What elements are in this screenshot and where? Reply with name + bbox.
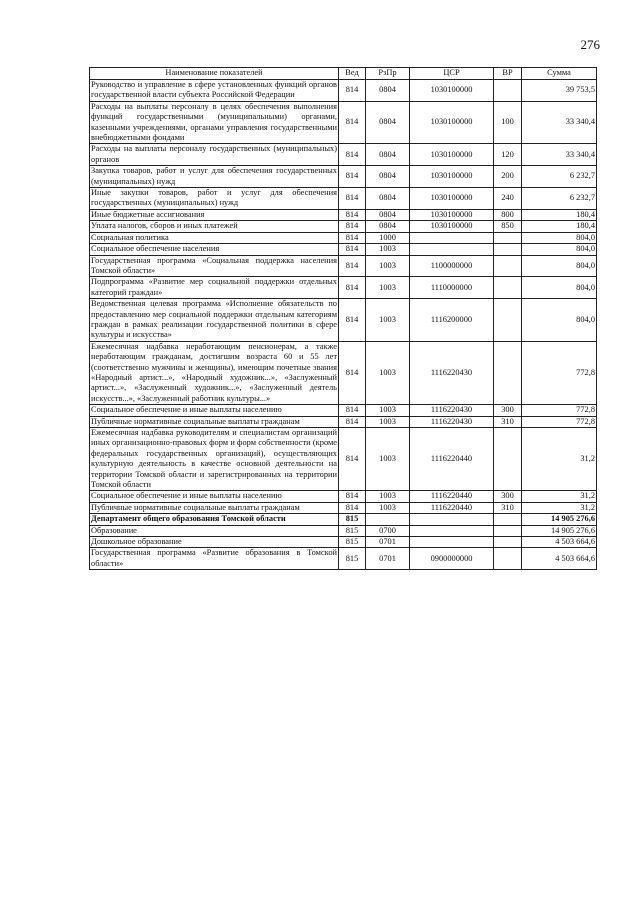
cell-vr xyxy=(494,525,522,536)
cell-rzpr: 1003 xyxy=(366,428,410,491)
cell-sum: 804,0 xyxy=(522,232,597,243)
table-row xyxy=(90,428,597,491)
cell-ved: 814 xyxy=(339,341,366,404)
cell-name: Руководство и управление в сфере установленных функций органов государственной власти субъекта Российской Федерации xyxy=(91,80,337,100)
cell-name: Социальное обеспечение населения xyxy=(90,244,339,255)
cell-vr xyxy=(494,548,522,570)
cell-name: Уплата налогов, сборов и иных платежей xyxy=(90,221,339,232)
table-row xyxy=(90,341,597,404)
cell-vr xyxy=(494,277,522,299)
cell-ved: 814 xyxy=(339,428,366,491)
cell-ved: 814 xyxy=(339,232,366,243)
cell-csr: 1116220430 xyxy=(410,416,494,427)
cell-rzpr: 1003 xyxy=(366,341,410,404)
table-row xyxy=(90,502,597,513)
header-name: Наименование показателей xyxy=(90,68,339,80)
header-sum: Сумма xyxy=(522,68,597,80)
cell-vr xyxy=(494,244,522,255)
page-number: 276 xyxy=(580,37,600,52)
table-row xyxy=(90,405,597,416)
cell-csr: 1100000000 xyxy=(410,255,494,277)
cell-rzpr: 0804 xyxy=(366,188,410,210)
cell-name: Государственная программа «Социальная поддержка населения Томской области» xyxy=(91,255,337,275)
cell-csr: 1030100000 xyxy=(410,221,494,232)
cell-sum: 33 340,4 xyxy=(522,101,597,144)
cell-name: Социальное обеспечение и иные выплаты населению xyxy=(90,491,339,502)
cell-vr: 200 xyxy=(494,166,522,188)
cell-csr: 1030100000 xyxy=(410,144,494,166)
cell-vr: 300 xyxy=(494,405,522,416)
table-row xyxy=(90,101,597,144)
cell-ved: 814 xyxy=(339,244,366,255)
cell-ved: 814 xyxy=(339,416,366,427)
header-vr: ВР xyxy=(494,68,522,80)
table-row xyxy=(90,416,597,427)
cell-vr: 310 xyxy=(494,502,522,513)
cell-ved: 814 xyxy=(339,209,366,220)
table-row xyxy=(90,299,597,342)
cell-rzpr: 1003 xyxy=(366,491,410,502)
cell-vr xyxy=(494,80,522,102)
cell-sum: 772,8 xyxy=(522,341,597,404)
cell-ved: 814 xyxy=(339,144,366,166)
cell-csr: 0900000000 xyxy=(410,548,494,570)
table-row xyxy=(90,166,597,188)
cell-sum: 31,2 xyxy=(522,491,597,502)
table-row xyxy=(90,548,597,570)
table-body xyxy=(90,80,597,570)
cell-name: Подпрограмма «Развитие мер социальной поддержки отдельных категорий граждан» xyxy=(91,277,337,297)
cell-rzpr: 1003 xyxy=(366,502,410,513)
cell-rzpr: 1003 xyxy=(366,255,410,277)
cell-name: Расходы на выплаты персоналу в целях обеспечения выполнения функций государственными (муниципальными) органами, казенными учреждениями, органами управления государственными внебюджетными фондами xyxy=(91,101,337,143)
cell-ved: 814 xyxy=(339,166,366,188)
cell-sum: 180,4 xyxy=(522,209,597,220)
cell-sum: 39 753,5 xyxy=(522,80,597,102)
cell-sum: 180,4 xyxy=(522,221,597,232)
cell-rzpr: 1003 xyxy=(366,405,410,416)
table-row xyxy=(90,80,597,102)
cell-name: Иные закупки товаров, работ и услуг для обеспечения государственных (муниципальных) нужд xyxy=(91,188,337,208)
cell-ved: 814 xyxy=(339,491,366,502)
cell-csr xyxy=(410,537,494,548)
cell-vr: 310 xyxy=(494,416,522,427)
cell-vr: 800 xyxy=(494,209,522,220)
cell-csr: 1116220440 xyxy=(410,502,494,513)
cell-ved: 814 xyxy=(339,299,366,342)
table-header-row xyxy=(90,68,597,80)
budget-table xyxy=(89,67,597,570)
cell-vr: 100 xyxy=(494,101,522,144)
cell-csr: 1030100000 xyxy=(410,209,494,220)
cell-sum: 772,8 xyxy=(522,416,597,427)
cell-sum: 4 503 664,6 xyxy=(522,537,597,548)
cell-name: Ежемесячная надбавка неработающим пенсионерам, а также неработающим гражданам, достигшим возраста 60 и 55 лет (соответственно мужчины и женщины), имеющим почетные звания «Народный артист...», «Народный художник...», «Заслуженный артист...», «Заслуженный художник...», «Заслуженный деятель искусств...», «Заслуженный работник культуры...» xyxy=(91,341,337,403)
cell-name: Ведомственная целевая программа «Исполнение обязательств по предоставлению мер социальной поддержки отдельным категориям граждан в рамках реализации государственной политики в сфере культуры и искусства» xyxy=(91,299,337,340)
cell-ved: 814 xyxy=(339,277,366,299)
cell-name: Дошкольное образование xyxy=(90,537,339,548)
cell-csr: 1110000000 xyxy=(410,277,494,299)
cell-ved: 815 xyxy=(339,525,366,536)
cell-sum: 804,0 xyxy=(522,244,597,255)
header-rzpr: РзПр xyxy=(366,68,410,80)
cell-ved: 814 xyxy=(339,502,366,513)
cell-name: Государственная программа «Развитие образования в Томской области» xyxy=(91,548,337,568)
cell-sum: 804,0 xyxy=(522,277,597,299)
cell-rzpr: 0701 xyxy=(366,537,410,548)
table-row xyxy=(90,188,597,210)
table-row xyxy=(90,514,597,525)
cell-vr xyxy=(494,232,522,243)
cell-csr xyxy=(410,232,494,243)
cell-sum: 14 905 276,6 xyxy=(522,514,597,525)
cell-csr: 1116220430 xyxy=(410,405,494,416)
cell-sum: 31,2 xyxy=(522,502,597,513)
cell-ved: 814 xyxy=(339,188,366,210)
table-row xyxy=(90,221,597,232)
cell-sum: 31,2 xyxy=(522,428,597,491)
table-row xyxy=(90,244,597,255)
cell-ved: 814 xyxy=(339,405,366,416)
cell-rzpr: 0804 xyxy=(366,80,410,102)
cell-csr: 1116200000 xyxy=(410,299,494,342)
cell-csr xyxy=(410,244,494,255)
table-row xyxy=(90,525,597,536)
cell-sum: 804,0 xyxy=(522,255,597,277)
cell-vr xyxy=(494,428,522,491)
cell-rzpr: 1003 xyxy=(366,299,410,342)
cell-csr: 1030100000 xyxy=(410,166,494,188)
cell-name: Образование xyxy=(90,525,339,536)
cell-csr xyxy=(410,514,494,525)
cell-sum: 6 232,7 xyxy=(522,188,597,210)
cell-name: Иные бюджетные ассигнования xyxy=(90,209,339,220)
cell-vr xyxy=(494,514,522,525)
cell-vr xyxy=(494,537,522,548)
cell-ved: 815 xyxy=(339,514,366,525)
table-row xyxy=(90,255,597,277)
table-row xyxy=(90,537,597,548)
table-row xyxy=(90,277,597,299)
cell-sum: 804,0 xyxy=(522,299,597,342)
cell-vr: 300 xyxy=(494,491,522,502)
cell-rzpr: 1000 xyxy=(366,232,410,243)
cell-ved: 814 xyxy=(339,101,366,144)
table-row xyxy=(90,491,597,502)
cell-sum: 14 905 276,6 xyxy=(522,525,597,536)
cell-rzpr: 0804 xyxy=(366,144,410,166)
cell-vr xyxy=(494,299,522,342)
header-csr: ЦСР xyxy=(410,68,494,80)
cell-rzpr: 1003 xyxy=(366,277,410,299)
cell-csr: 1030100000 xyxy=(410,188,494,210)
cell-csr: 1030100000 xyxy=(410,101,494,144)
cell-name: Публичные нормативные социальные выплаты гражданам xyxy=(90,416,339,427)
cell-sum: 33 340,4 xyxy=(522,144,597,166)
cell-vr: 120 xyxy=(494,144,522,166)
cell-csr: 1116220440 xyxy=(410,491,494,502)
cell-vr: 240 xyxy=(494,188,522,210)
cell-name: Социальная политика xyxy=(90,232,339,243)
cell-ved: 814 xyxy=(339,80,366,102)
cell-vr: 850 xyxy=(494,221,522,232)
cell-rzpr: 0804 xyxy=(366,101,410,144)
cell-ved: 815 xyxy=(339,537,366,548)
cell-rzpr: 0701 xyxy=(366,548,410,570)
table-row xyxy=(90,232,597,243)
cell-sum: 4 503 664,6 xyxy=(522,548,597,570)
cell-ved: 814 xyxy=(339,255,366,277)
cell-csr: 1116220440 xyxy=(410,428,494,491)
table-row xyxy=(90,209,597,220)
cell-sum: 772,8 xyxy=(522,405,597,416)
cell-vr xyxy=(494,255,522,277)
cell-csr: 1116220430 xyxy=(410,341,494,404)
cell-rzpr: 0804 xyxy=(366,221,410,232)
cell-name: Публичные нормативные социальные выплаты гражданам xyxy=(90,502,339,513)
cell-csr xyxy=(410,525,494,536)
cell-ved: 815 xyxy=(339,548,366,570)
table-row xyxy=(90,144,597,166)
cell-vr xyxy=(494,341,522,404)
cell-rzpr: 0700 xyxy=(366,525,410,536)
cell-name: Социальное обеспечение и иные выплаты населению xyxy=(90,405,339,416)
cell-name: Закупка товаров, работ и услуг для обеспечения государственных (муниципальных) нужд xyxy=(91,166,337,186)
header-ved: Вед xyxy=(339,68,366,80)
cell-name: Департамент общего образования Томской области xyxy=(90,514,339,525)
cell-rzpr: 1003 xyxy=(366,416,410,427)
cell-csr: 1030100000 xyxy=(410,80,494,102)
cell-name: Ежемесячная надбавка руководителям и специалистам организаций иных организационно-правовых форм и форм собственности (кроме федеральных государственных организаций), осуществляющих культурную деятельность в качестве основной деятельности на территории Томской области и зарегистрированных на территории Томской области xyxy=(91,428,337,490)
cell-rzpr: 0804 xyxy=(366,209,410,220)
cell-ved: 814 xyxy=(339,221,366,232)
cell-rzpr xyxy=(366,514,410,525)
cell-name: Расходы на выплаты персоналу государственных (муниципальных) органов xyxy=(91,144,337,164)
cell-rzpr: 1003 xyxy=(366,244,410,255)
cell-sum: 6 232,7 xyxy=(522,166,597,188)
cell-rzpr: 0804 xyxy=(366,166,410,188)
